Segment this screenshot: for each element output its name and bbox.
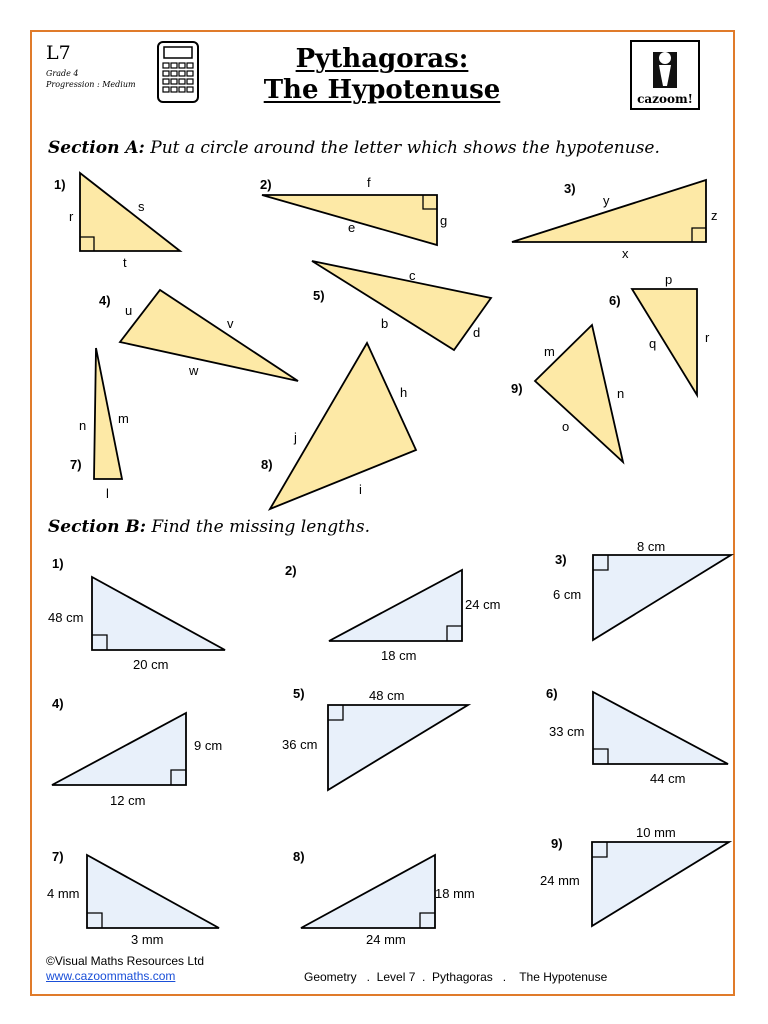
b9-triangle (592, 842, 729, 926)
worksheet-diagrams (32, 32, 737, 998)
footer-topic-path: Geometry . Level 7 . Pythagoras . The Hypotenuse (304, 970, 608, 984)
a1-label-s: s (138, 199, 145, 214)
a6-label-q: q (649, 336, 657, 351)
a2-label-g: g (440, 213, 448, 228)
b6-label-base: 44 cm (650, 771, 686, 786)
title-line-2: The Hypotenuse (263, 75, 501, 105)
b5-number: 5) (293, 686, 305, 701)
b3-label-side: 6 cm (553, 587, 582, 602)
b4-label-base: 12 cm (110, 793, 146, 808)
a3-label-y: y (603, 193, 610, 208)
a9-label-m: m (544, 344, 555, 359)
a6-number: 6) (609, 293, 621, 308)
b8-label-height: 18 mm (435, 886, 475, 901)
b5-label-top: 48 cm (369, 688, 405, 703)
a2-label-f: f (367, 175, 371, 190)
logo-text: cazoom! (637, 92, 693, 106)
a9-label-o: o (562, 419, 570, 434)
a4-label-v: v (227, 316, 234, 331)
a5-triangle (312, 261, 491, 350)
a1-label-t: t (123, 255, 127, 270)
b9-number: 9) (551, 836, 563, 851)
a2-number: 2) (260, 177, 272, 192)
b7-label-height: 4 mm (47, 886, 80, 901)
b4-triangle (52, 713, 186, 785)
a1-triangle (80, 173, 180, 251)
a8-number: 8) (261, 457, 273, 472)
section-a-diagrams (80, 173, 706, 509)
a5-label-d: d (473, 325, 481, 340)
grade-label: Grade 4 (46, 69, 79, 78)
a7-number: 7) (70, 457, 82, 472)
b2-label-base: 18 cm (381, 648, 417, 663)
a7-label-l: l (106, 486, 109, 501)
b1-triangle (92, 577, 225, 650)
a4-triangle (120, 290, 298, 381)
a3-number: 3) (564, 181, 576, 196)
a9-label-n: n (617, 386, 625, 401)
footer-credits (46, 954, 204, 984)
a8-triangle (270, 343, 416, 509)
b7-triangle (87, 855, 219, 928)
a7-label-n: n (79, 418, 87, 433)
b3-triangle (593, 555, 731, 640)
b1-label-base: 20 cm (133, 657, 169, 672)
b7-number: 7) (52, 849, 64, 864)
a2-label-e: e (348, 220, 356, 235)
b3-label-top: 8 cm (637, 539, 666, 554)
b5-label-side: 36 cm (282, 737, 318, 752)
a6-triangle (632, 289, 697, 395)
b4-number: 4) (52, 696, 64, 711)
a8-label-j: j (294, 430, 297, 445)
a6-label-p: p (665, 272, 673, 287)
a3-label-x: x (622, 246, 629, 261)
section-b-label: Section B: (48, 517, 147, 537)
title-line-1: Pythagoras: (295, 44, 469, 74)
b6-label-side: 33 cm (549, 724, 585, 739)
level-label: L7 (46, 42, 71, 64)
b8-number: 8) (293, 849, 305, 864)
progression-label: Progression : Medium (46, 80, 136, 89)
b7-label-base: 3 mm (131, 932, 164, 947)
b2-triangle (329, 570, 462, 641)
a4-label-w: w (189, 363, 199, 378)
a5-label-c: c (409, 268, 416, 283)
a4-number: 4) (99, 293, 111, 308)
a9-number: 9) (511, 381, 523, 396)
b8-label-base: 24 mm (366, 932, 406, 947)
worksheet-page (30, 30, 735, 996)
a7-label-m: m (118, 411, 129, 426)
section-a-label: Section A: (48, 138, 145, 158)
a8-label-i: i (359, 482, 362, 497)
b5-triangle (328, 705, 468, 790)
website-link[interactable]: www.cazoommaths.com (46, 969, 176, 983)
section-b-instruction: Find the missing lengths. (151, 517, 371, 537)
a6-label-r: r (705, 330, 710, 345)
a1-number: 1) (54, 177, 66, 192)
b9-label-top: 10 mm (636, 825, 676, 840)
a5-number: 5) (313, 288, 325, 303)
a1-label-r: r (69, 209, 74, 224)
b2-label-height: 24 cm (465, 597, 501, 612)
copyright-text: ©Visual Maths Resources Ltd (46, 954, 205, 968)
a8-label-h: h (400, 385, 408, 400)
section-a-instruction: Put a circle around the letter which shows the hypotenuse. (150, 138, 660, 158)
a3-label-z: z (711, 208, 718, 223)
a3-triangle (512, 180, 706, 242)
b9-label-side: 24 mm (540, 873, 580, 888)
b3-number: 3) (555, 552, 567, 567)
b6-triangle (593, 692, 728, 764)
a5-label-b: b (381, 316, 389, 331)
b1-number: 1) (52, 556, 64, 571)
section-b-diagrams (52, 555, 731, 928)
a4-label-u: u (125, 303, 133, 318)
b1-label-height: 48 cm (48, 610, 84, 625)
b6-number: 6) (546, 686, 558, 701)
b8-triangle (301, 855, 435, 928)
b4-label-height: 9 cm (194, 738, 223, 753)
b2-number: 2) (285, 563, 297, 578)
